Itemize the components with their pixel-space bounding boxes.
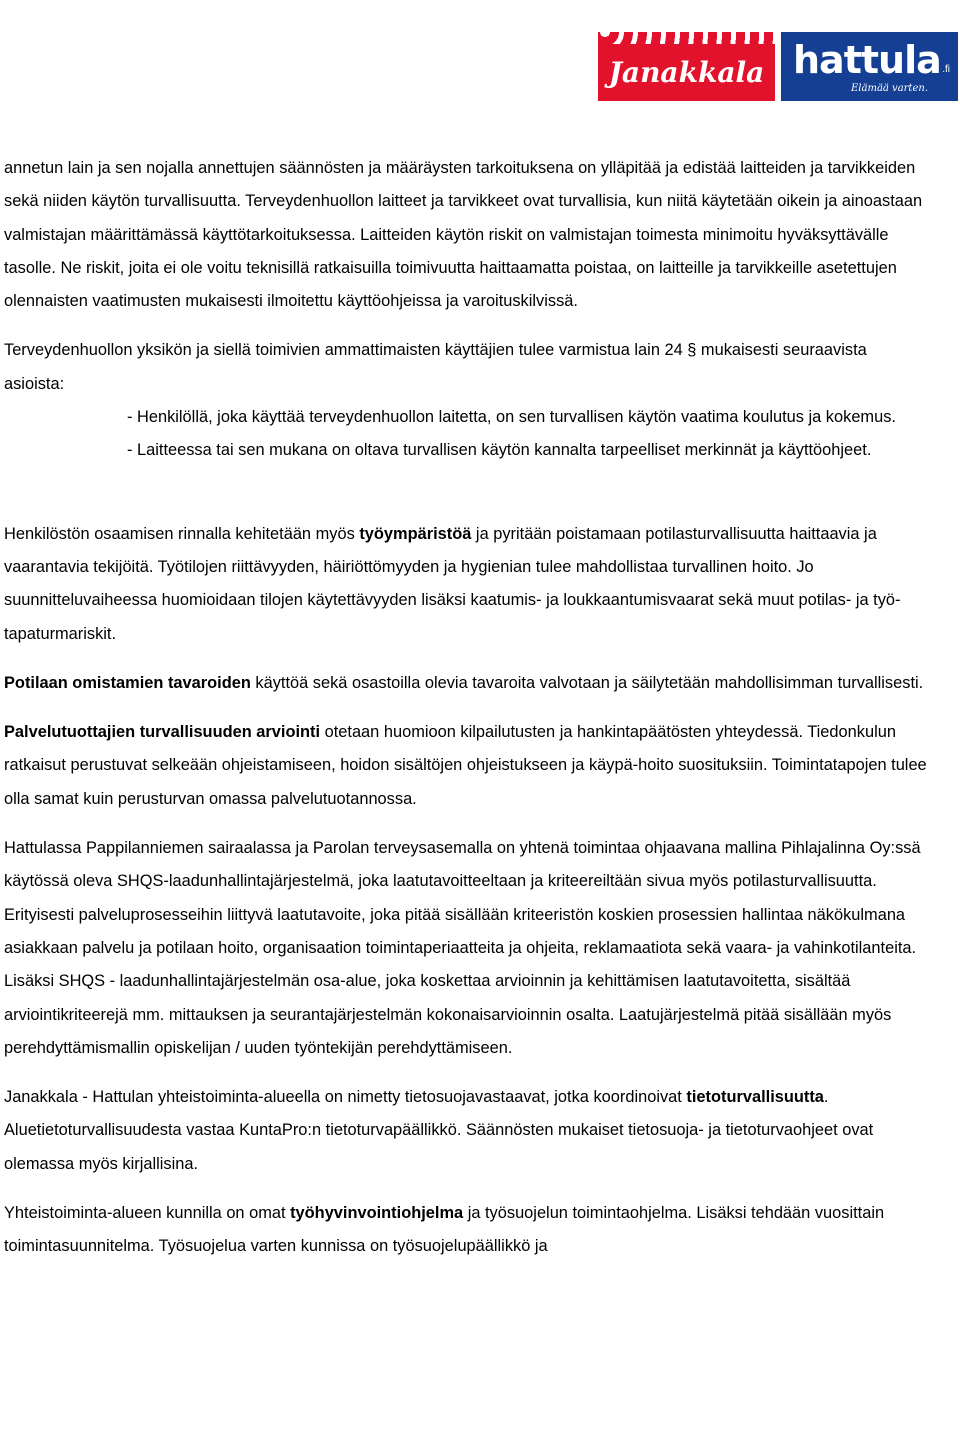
text-run: otetaan huomioon kilpailutusten ja hankintapäätösten yhteydessä. Tiedonkulun ratkaisut perustuvat selkeään ohjeistamiseen, hoidon sisältöjen ohjeistukseen ja käypä-hoito suosituksiin. Toimintatapojen tulee olla samat kuin perusturvan omassa palvelutuotannossa. (4, 723, 927, 808)
text-run: Yhteistoiminta-alueen kunnilla on omat (4, 1204, 291, 1223)
list-item: - Henkilöllä, joka käyttää terveydenhuollon laitetta, on sen turvallisen käytön vaatima koulutus ja kokemus. (127, 408, 896, 427)
paragraph-device-safety: annetun lain ja sen nojalla annettujen säännösten ja määräysten tarkoituksena on ylläpitää ja edistää laitteiden ja tarvikkeiden sekä niiden käytön turvallisuutta. Terveydenhuollon laitteet ja tarvikkeet ovat turvallisia, kun niitä käytetään oikein ja ainoastaan valmistajan määrittämässä käyttötarkoituksessa. Laitteiden käytön riskit on valmistajan toimesta minimoitu hyväksyttävälle tasolle. Ne riskit, joita ei ole voitu teknisillä ratkaisuilla toimivuutta haittaamatta poistaa, on laitteille ja tarvikkeille asetettujen olennaisten vaatimusten mukaisesti ilmoitettu käyttöohjeissa ja varoituskilvissä. (4, 159, 923, 311)
janakkala-logo-text: Janakkala (608, 56, 765, 89)
paragraph-user-obligations: Terveydenhuollon yksikön ja siellä toimivien ammattimaisten käyttäjien tulee varmistua lain 24 § mukaisesti seuraavista asioista: (4, 341, 867, 393)
emphasis-information-security: tietoturvallisuutta (686, 1088, 824, 1107)
emphasis-occupational-wellbeing: työhyvinvointiohjelma (290, 1204, 464, 1223)
list-item: - Laitteessa tai sen mukana on oltava turvallisen käytön kannalta tarpeelliset merkinnät ja käyttöohjeet. (127, 441, 872, 460)
emphasis-work-environment: työympäristöä (359, 524, 472, 543)
paragraph-work-environment (4, 518, 928, 651)
hattula-logo-suffix: .fi (942, 64, 950, 75)
hattula-logo-tagline: Elämää varten. (851, 83, 928, 94)
text-run: Henkilöstön osaamisen rinnalla kehitetään myös (4, 524, 360, 543)
document-body (4, 152, 928, 1264)
janakkala-logo (598, 32, 775, 101)
paragraph-occupational-wellbeing (4, 1197, 928, 1264)
text-run: ja työsuojelun toimintaohjelma. Lisäksi tehdään vuosittain toimintasuunnitelma. Työsuojelua varten kunnissa on työsuojelupäällikkö ja (4, 1204, 885, 1256)
emphasis-provider-evaluation: Palvelutuottajien turvallisuuden arviointi (4, 723, 321, 742)
paragraph-quality-system: Hattulassa Pappilanniemen sairaalassa ja Parolan terveysasemalla on yhtenä toimintaa ohjaavana mallina Pihlajalinna Oy:ssä käytössä oleva SHQS-laadunhallintajärjestelmä, joka laatutavoitteeltaan ja kriteereiltään sivua myös potilasturvallisuutta. Erityisesti palveluprosesseihin liittyvä laatutavoite, joka pitää sisällään kriteeristön koskien prosessien hallintaa näkökulmana asiakkaan palvelu ja potilaan hoito, organisaation toimintaperiaatteita ja ohjeita, reklamaatiota sekä vaara- ja vahinkotilanteita. Lisäksi SHQS - laadunhallintajärjestelmän osa-alue, joka koskettaa arvioinnin ja kehittämisen laatutavoitetta, sisältää arviointikriteerejä mm. mittauksen ja seurantajärjestelmän kokonaisarvioinnin osalta. Laatujärjestelmä pitää sisällään myös perehdyttämismallin opiskelijan / uuden työntekijän perehdyttämiseen. (4, 839, 921, 1057)
emphasis-patient-property: Potilaan omistamien tavaroiden (4, 673, 251, 692)
header-logos (598, 32, 958, 101)
paragraph-provider-evaluation (4, 716, 928, 816)
hattula-logo-text: hattula (793, 38, 941, 82)
paragraph-information-security (4, 1081, 928, 1181)
logo-scallop-edge (598, 32, 775, 44)
text-run: ja pyritään poistamaan potilasturvallisuutta haittaavia ja vaarantavia tekijöitä. Työtilojen riittävyyden, häiriöttömyyden ja hygienian tulee mahdollistaa turvallinen hoito. Jo suunnitteluvaiheessa huomioidaan tilojen käytettävyyden lisäksi kaatumis- ja loukkaantumisvaarat sekä muut potilas- ja työ- tapaturmariskit. (4, 524, 901, 643)
text-run: Janakkala - Hattulan yhteistoiminta-alueella on nimetty tietosuojavastaavat, jotka koordinoivat (4, 1088, 687, 1107)
text-run: käyttöä sekä osastoilla olevia tavaroita valvotaan ja säilytetään mahdollisimman turvallisesti. (250, 673, 924, 692)
hattula-logo (781, 32, 958, 101)
text-run: . Aluetietoturvallisuudesta vastaa KuntaPro:n tietoturvapäällikkö. Säännösten mukaiset tietosuoja- ja tietoturvaohjeet ovat olemassa myös kirjallisina. (4, 1088, 874, 1173)
paragraph-patient-property (4, 667, 928, 700)
